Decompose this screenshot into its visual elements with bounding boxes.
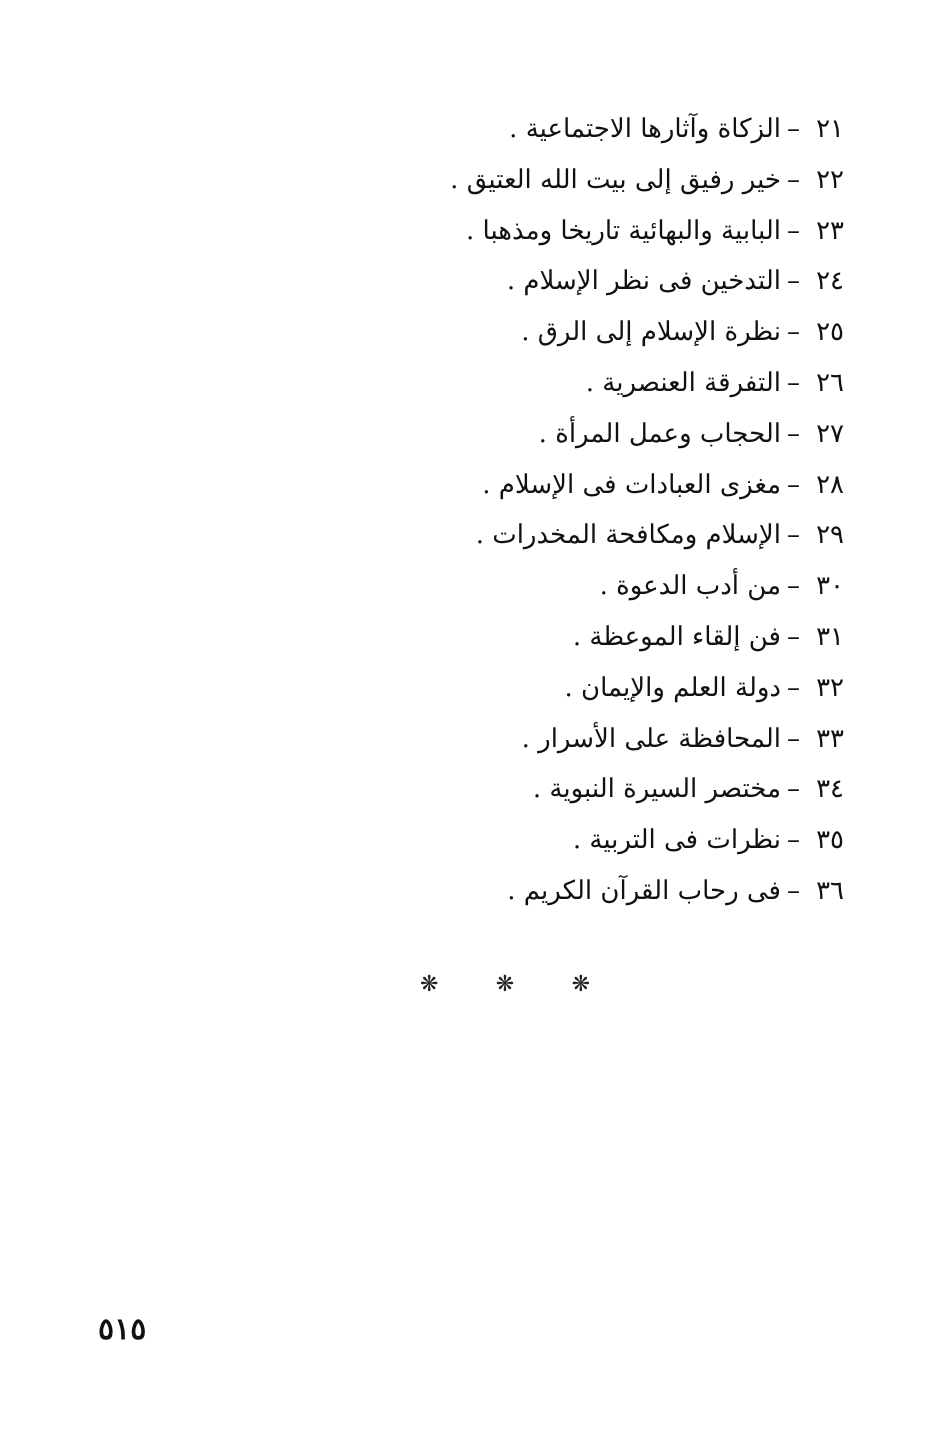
item-number: ٣٥ (816, 825, 844, 856)
list-item (384, 561, 844, 612)
item-dash: – (787, 266, 800, 297)
list-item (384, 206, 844, 257)
list-item (384, 358, 844, 409)
item-dash: – (787, 875, 800, 906)
item-dash: – (787, 469, 800, 500)
list-item (384, 714, 844, 765)
book-list (384, 104, 844, 917)
item-number: ٢١ (816, 114, 844, 144)
item-title: البابية والبهائية تاريخا ومذهبا . (466, 215, 781, 246)
section-ornament (420, 972, 590, 997)
item-dash: – (787, 215, 800, 246)
list-item (384, 510, 844, 561)
item-title: مختصر السيرة النبوية . (532, 774, 781, 805)
list-item (384, 155, 844, 206)
item-title: الزكاة وآثارها الاجتماعية . (509, 114, 781, 144)
list-item (384, 612, 844, 663)
item-number: ٢٢ (816, 164, 844, 195)
list-item (384, 104, 844, 155)
item-number: ٢٨ (816, 469, 844, 500)
item-number: ٣١ (816, 621, 844, 652)
item-title: الإسلام ومكافحة المخدرات . (475, 520, 781, 551)
list-item (384, 460, 844, 511)
item-dash: – (787, 571, 800, 602)
ornament-star-icon: ❋ (571, 972, 590, 997)
item-title: فى رحاب القرآن الكريم . (507, 875, 781, 906)
item-number: ٢٤ (816, 266, 844, 297)
item-number: ٣٠ (816, 571, 844, 602)
item-dash: – (787, 723, 800, 754)
item-title: دولة العلم والإيمان . (564, 672, 781, 703)
item-dash: – (787, 621, 800, 652)
item-number: ٢٧ (816, 418, 844, 449)
item-title: نظرات فى التربية . (572, 825, 781, 856)
list-item (384, 866, 844, 917)
item-title: المحافظة على الأسرار . (521, 723, 781, 754)
list-item (384, 815, 844, 866)
list-item (384, 663, 844, 714)
item-title: الحجاب وعمل المرأة . (538, 418, 781, 449)
item-title: من أدب الدعوة . (599, 571, 781, 602)
item-title: خير رفيق إلى بيت الله العتيق . (450, 164, 781, 195)
ornament-star-icon: ❋ (495, 972, 515, 997)
list-item (384, 409, 844, 460)
item-number: ٢٥ (816, 317, 844, 348)
item-dash: – (787, 164, 800, 195)
item-title: نظرة الإسلام إلى الرق . (521, 317, 781, 348)
ornament-star-icon: ❋ (420, 972, 439, 997)
page-number: ٥١٥ (98, 1312, 147, 1347)
item-title: التدخين فى نظر الإسلام . (506, 266, 781, 297)
item-title: مغزى العبادات فى الإسلام . (482, 469, 781, 500)
item-dash: – (787, 672, 800, 703)
item-dash: – (787, 520, 800, 551)
item-dash: – (787, 418, 800, 449)
item-dash: – (787, 774, 800, 805)
item-number: ٢٣ (816, 215, 844, 246)
list-item (384, 764, 844, 815)
item-dash: – (787, 114, 800, 144)
item-dash: – (787, 367, 800, 398)
list-item (384, 256, 844, 307)
list-item (384, 307, 844, 358)
item-number: ٣٤ (816, 774, 844, 805)
item-dash: – (787, 317, 800, 348)
item-number: ٣٣ (816, 723, 844, 754)
item-number: ٢٦ (816, 367, 844, 398)
item-number: ٣٦ (816, 875, 844, 906)
item-dash: – (787, 825, 800, 856)
item-title: التفرقة العنصرية . (585, 367, 781, 398)
item-number: ٣٢ (816, 672, 844, 703)
item-number: ٢٩ (816, 520, 844, 551)
item-title: فن إلقاء الموعظة . (572, 621, 781, 652)
